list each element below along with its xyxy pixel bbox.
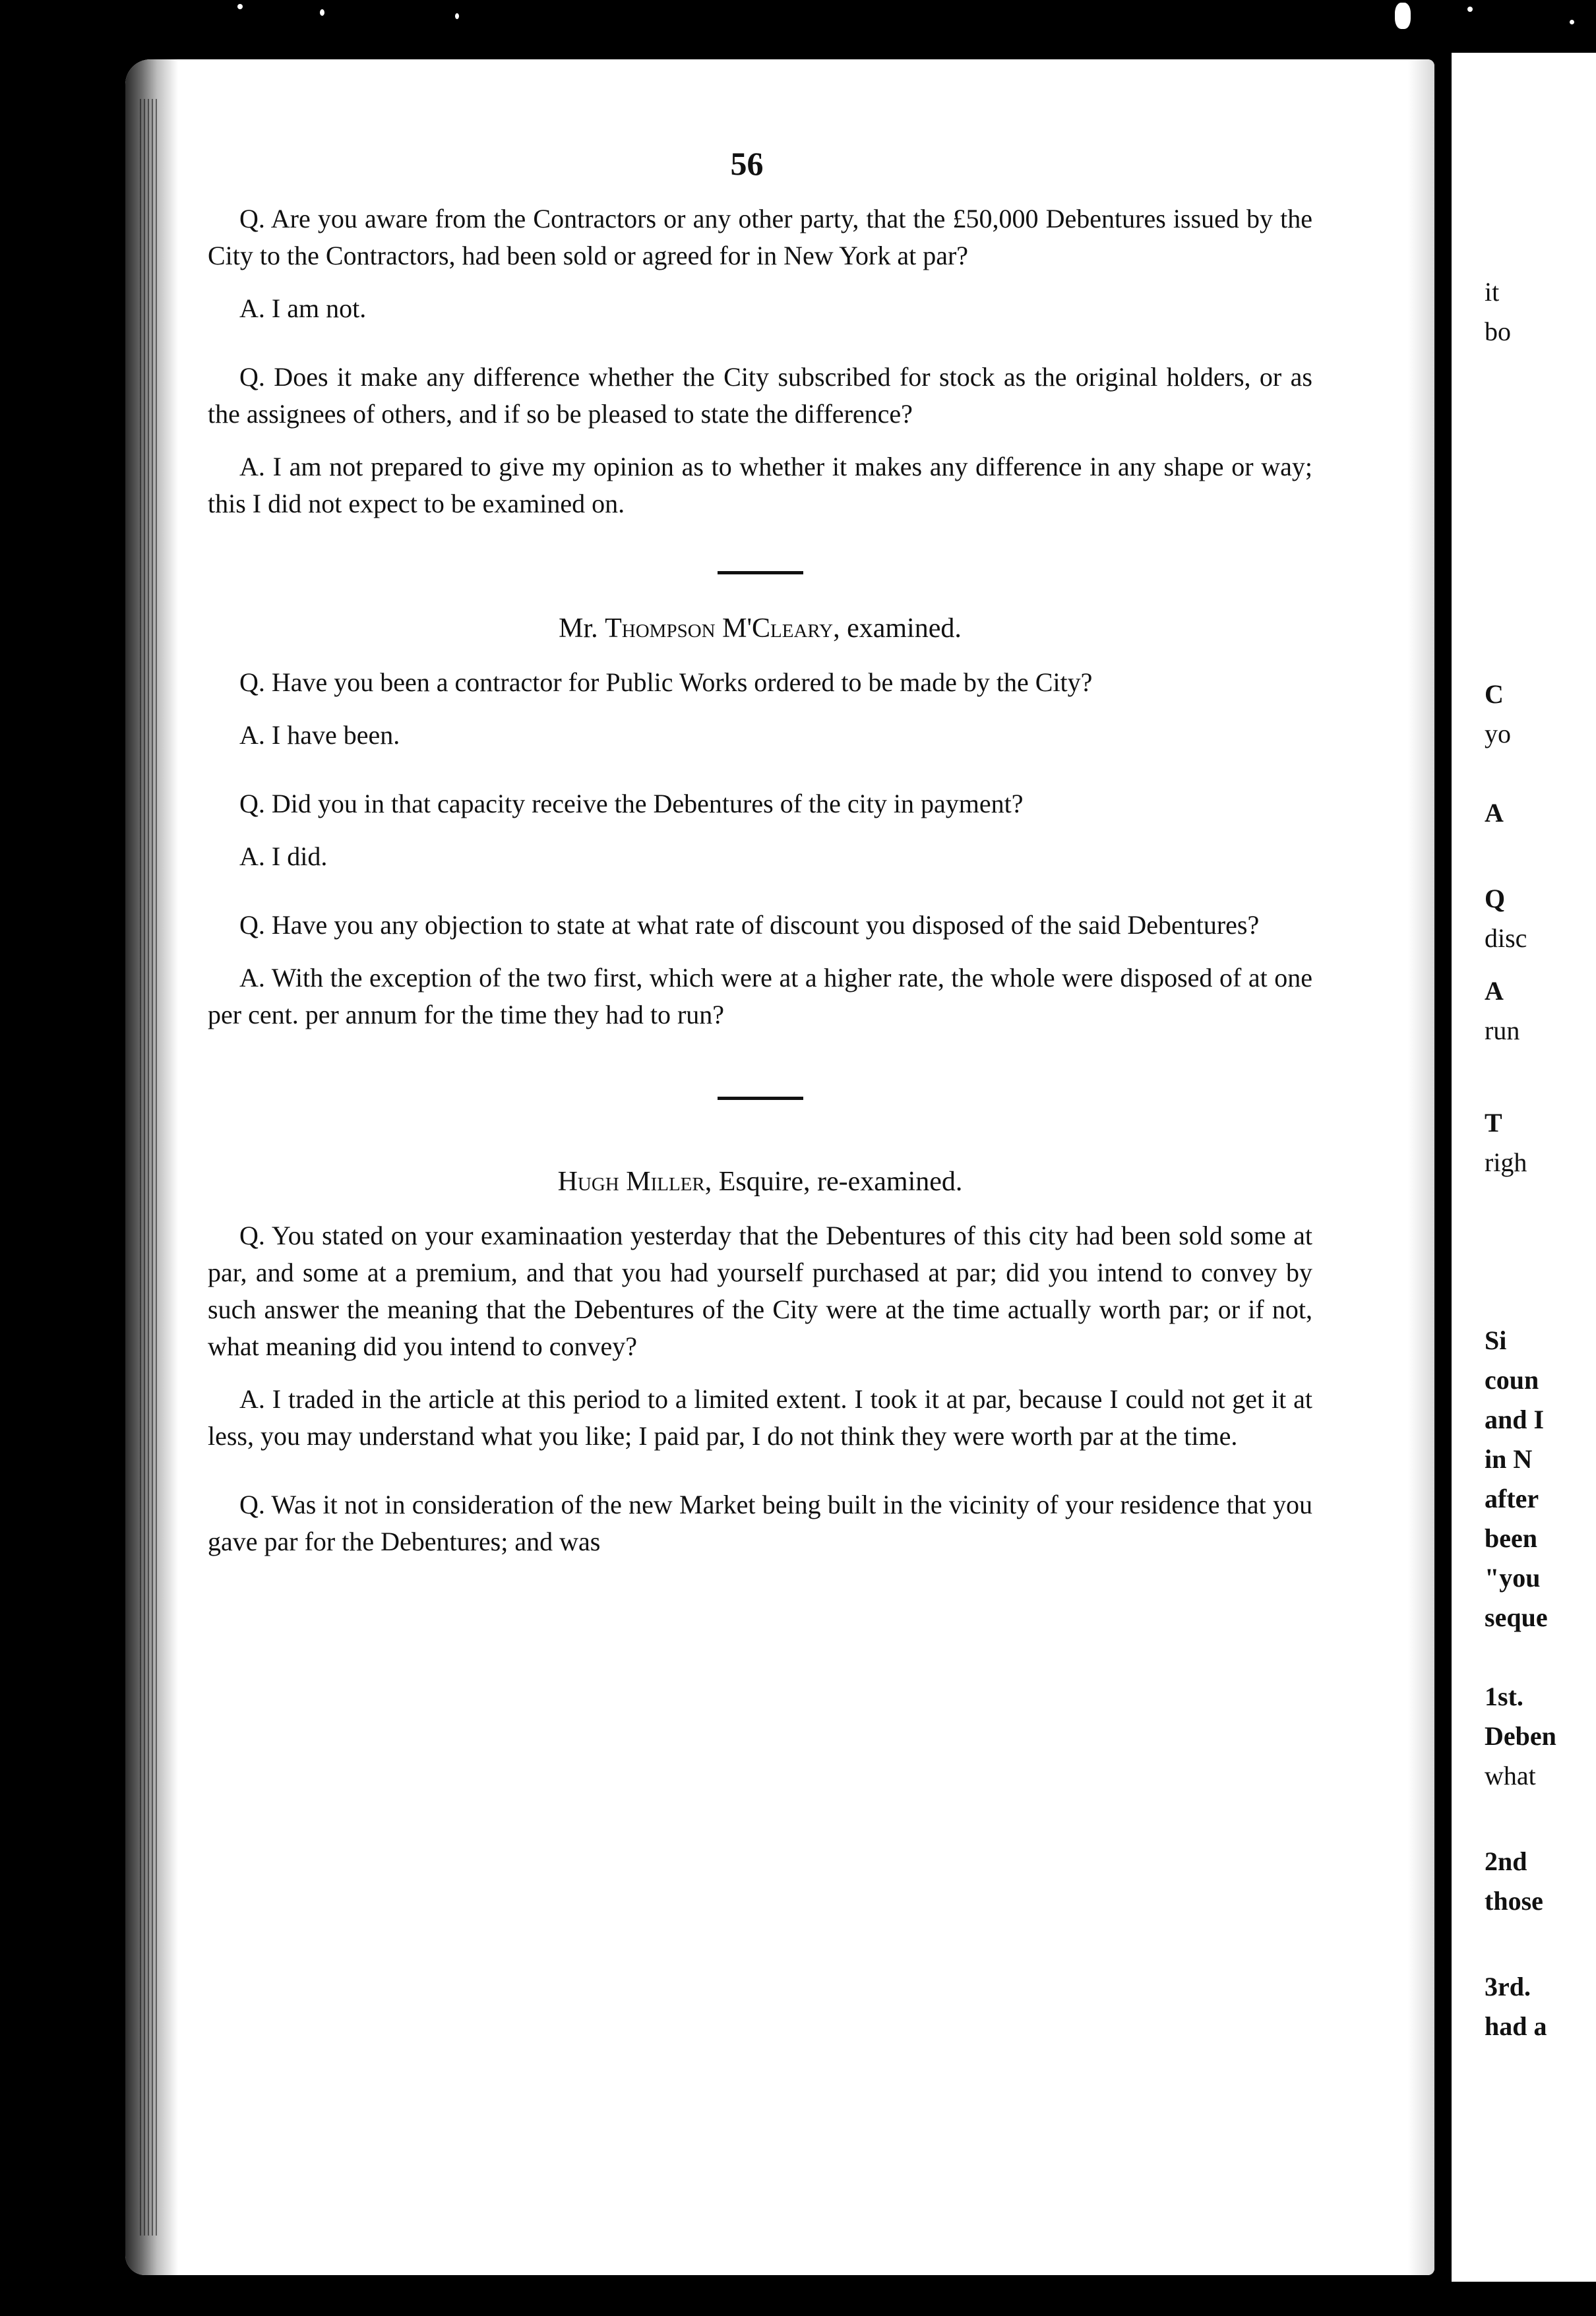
fragment: coun — [1485, 1365, 1539, 1395]
fragment: and I — [1485, 1405, 1545, 1434]
heading-suffix: , Esquire, re-examined. — [704, 1167, 963, 1197]
fragment: Deben — [1485, 1721, 1556, 1751]
fragment: A — [1485, 798, 1504, 828]
question-paragraph: Q. Are you aware from the Contractors or any other party, that the £50,000 Debentures issued by the City to the Contractors, had been sold or agreed for in New York at par? — [208, 204, 1312, 270]
answer-paragraph: A. I did. — [239, 841, 328, 871]
answer-paragraph: A. I traded in the article at this period to a limited extent. I took it at par, because I could not get it at less, you may understand what you like; I paid par, I do not think they were worth par at the time. — [208, 1384, 1312, 1451]
answer-paragraph: A. I am not prepared to give my opinion as to whether it makes any difference in any shape or way; this I did not expect to be examined on. — [208, 452, 1312, 518]
text-column — [208, 145, 1312, 1576]
section-heading — [208, 610, 1312, 647]
fragment: been — [1485, 1523, 1537, 1553]
fragment: 3rd. — [1485, 1972, 1531, 2001]
section-divider — [718, 571, 803, 574]
witness-name: Thompson M'Cleary — [605, 613, 834, 644]
fragment: those — [1485, 1886, 1543, 1916]
fragment: Q — [1485, 884, 1506, 913]
question-paragraph: Q. You stated on your examinaation yesterday that the Debentures of this city had been sold some at par, and some at a premium, and that you had yourself purchased at par; did you intend to convey by such answer the meaning that the Debentures of the City were at the time actually worth par; or if not, what meaning did you intend to convey? — [208, 1221, 1312, 1361]
section-heading — [208, 1163, 1312, 1200]
fragment: Si — [1485, 1326, 1507, 1355]
fragment: bo — [1485, 317, 1511, 346]
fragment: it — [1485, 277, 1500, 307]
fragment: in N — [1485, 1444, 1533, 1474]
fragment: run — [1485, 1016, 1520, 1045]
fragment: what — [1485, 1761, 1536, 1790]
fragment: had a — [1485, 2011, 1547, 2041]
question-paragraph: Q. Does it make any difference whether the City subscribed for stock as the original holders, or as the assignees of others, and if so be pleased to state the difference? — [208, 362, 1312, 429]
fragment: 1st. — [1485, 1682, 1523, 1711]
heading-suffix: , examined. — [833, 613, 962, 644]
fragment: seque — [1485, 1602, 1548, 1632]
witness-name: Hugh Miller — [557, 1167, 705, 1197]
fragment: disc — [1485, 923, 1527, 953]
fragment: 2nd — [1485, 1846, 1527, 1876]
fragment: C — [1485, 679, 1504, 709]
question-paragraph: Q. Have you any objection to state at what rate of discount you disposed of the said Debentures? — [239, 910, 1260, 940]
fragment: after — [1485, 1484, 1539, 1513]
question-paragraph: Q. Have you been a contractor for Public Works ordered to be made by the City? — [239, 667, 1093, 697]
gutter-shadow — [1408, 59, 1434, 2275]
fragment: T — [1485, 1108, 1502, 1138]
answer-paragraph: A. With the exception of the two first, which were at a higher rate, the whole were disposed of at one per cent. per annum for the time they had to run? — [208, 963, 1312, 1029]
fragment: righ — [1485, 1147, 1527, 1177]
fragment: yo — [1485, 719, 1511, 748]
facing-page — [1448, 53, 1596, 2282]
fragment: A — [1485, 976, 1504, 1006]
answer-paragraph: A. I have been. — [239, 720, 400, 750]
question-paragraph: Q. Did you in that capacity receive the Debentures of the city in payment? — [239, 789, 1024, 818]
answer-paragraph: A. I am not. — [239, 293, 367, 323]
section-divider — [718, 1097, 803, 1100]
page-edges — [140, 99, 157, 2236]
fragment: "you — [1485, 1563, 1541, 1593]
page-number: 56 — [730, 145, 764, 182]
question-paragraph: Q. Was it not in consideration of the new Market being built in the vicinity of your residence that you gave par for the Debentures; and was — [208, 1490, 1312, 1556]
heading-prefix: Mr. — [559, 613, 605, 644]
